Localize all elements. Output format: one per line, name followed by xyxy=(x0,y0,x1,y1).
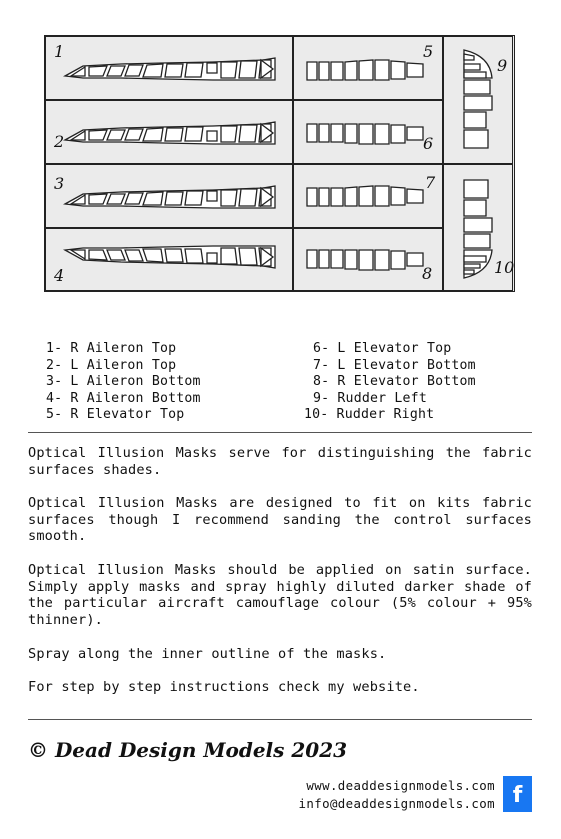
aileron-mask-shape xyxy=(63,54,279,84)
mask-sheet-diagram xyxy=(44,35,515,292)
aileron-mask-shape xyxy=(63,182,279,212)
copyright-notice: © Dead Design Models 2023 xyxy=(28,738,348,762)
legend-item: 4- R Aileron Bottom xyxy=(46,390,201,406)
part-number-10: 10 xyxy=(494,258,515,277)
part-number-8: 8 xyxy=(422,264,433,283)
elevator-mask-shape xyxy=(305,58,427,84)
legend-item: 2- L Aileron Top xyxy=(46,357,177,373)
elevator-mask-shape xyxy=(305,184,427,210)
legend-item: 5- R Elevator Top xyxy=(46,407,185,422)
part-number-3: 3 xyxy=(54,174,65,193)
legend-item: 3- L Aileron Bottom xyxy=(46,374,201,389)
part-number-2: 2 xyxy=(54,132,65,151)
rudder-mask-shape xyxy=(460,176,496,280)
legend-item: 9- Rudder Left xyxy=(313,390,427,406)
part-number-1: 1 xyxy=(54,42,65,61)
divider-bottom xyxy=(28,719,532,720)
instruction-paragraph: Optical Illusion Masks serve for distinguishing the fabric surfaces shades. xyxy=(28,445,532,478)
email-link[interactable]: info@deaddesignmodels.com xyxy=(298,796,495,811)
legend-item: 8- R Elevator Bottom xyxy=(313,374,476,389)
instruction-paragraph: Spray along the inner outline of the masks. xyxy=(28,646,387,662)
part-number-6: 6 xyxy=(423,134,434,153)
aileron-mask-shape xyxy=(63,118,279,148)
elevator-mask-shape xyxy=(305,120,427,146)
facebook-icon[interactable]: f xyxy=(503,776,532,812)
legend-item: 10- Rudder Right xyxy=(304,407,435,422)
instruction-paragraph: For step by step instructions check my website. xyxy=(28,679,420,695)
legend-item: 6- L Elevator Top xyxy=(313,341,452,356)
legend-left xyxy=(46,341,201,424)
legend-item: 1- R Aileron Top xyxy=(46,341,177,356)
instruction-paragraph: Optical Illusion Masks should be applied on satin surface. Simply apply masks and spray highly diluted darker shade of the particular aircraft camouflage colour (5% colour + 95% thinner). xyxy=(28,562,532,628)
legend-item: 7- L Elevator Bottom xyxy=(313,357,476,373)
website-link[interactable]: www.deaddesignmodels.com xyxy=(306,778,495,793)
part-number-7: 7 xyxy=(425,173,436,192)
aileron-mask-shape xyxy=(63,242,279,272)
part-number-9: 9 xyxy=(497,56,508,75)
elevator-mask-shape xyxy=(305,246,427,272)
part-number-5: 5 xyxy=(423,42,434,61)
instruction-paragraph: Optical Illusion Masks are designed to fit on kits fabric surfaces though I recommend sanding the control surfaces smooth. xyxy=(28,495,532,545)
divider-top xyxy=(28,432,532,433)
rudder-mask-shape xyxy=(460,48,496,152)
part-number-4: 4 xyxy=(54,266,65,285)
legend-right xyxy=(304,341,476,424)
